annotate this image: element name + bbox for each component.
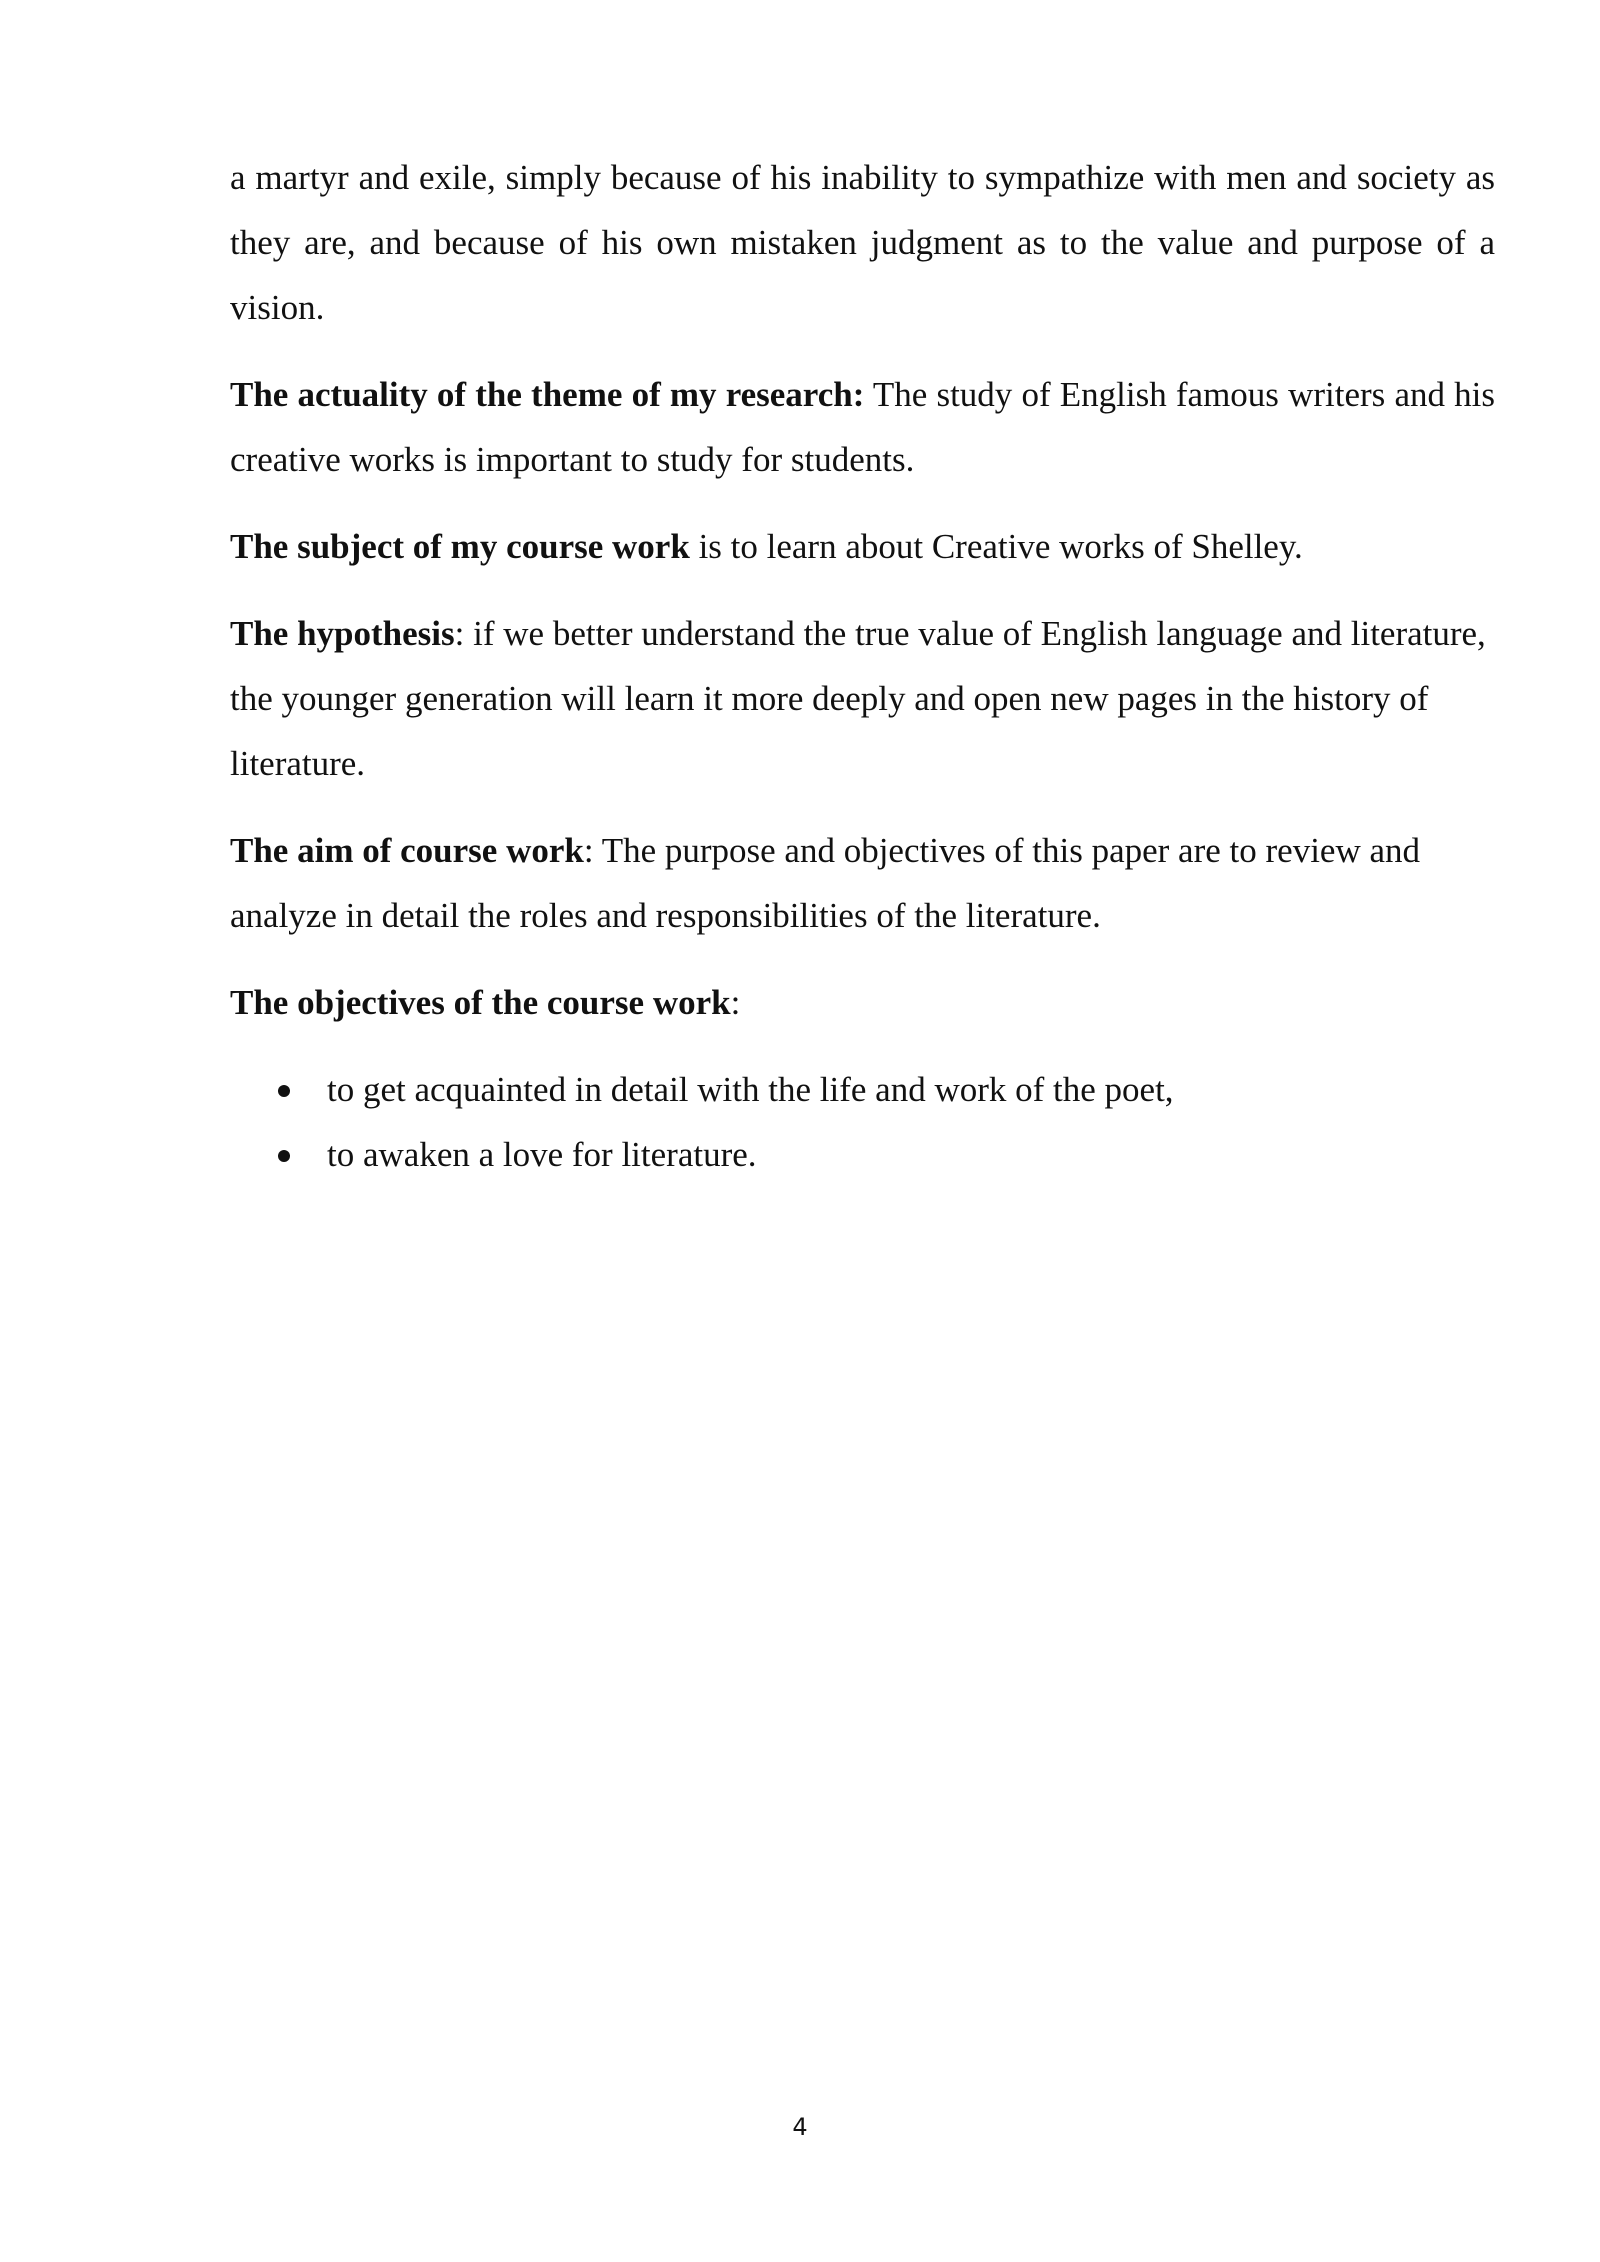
- intro-paragraph: [230, 145, 1495, 340]
- hypothesis-text: : if we better understand the true value of English language and literature, the younger generation will learn it more deeply and open new pages in the history of literature.: [230, 614, 1486, 783]
- subject-text: is to learn about Creative works of Shelley.: [689, 527, 1303, 566]
- objectives-list: [230, 1057, 1495, 1187]
- subject-heading: The subject of my course work: [230, 527, 690, 566]
- objectives-paragraph: [230, 970, 1495, 1035]
- aim-text: : The purpose and objectives of this paper are to review and analyze in detail the roles and responsibilities of the literature.: [230, 831, 1421, 935]
- page-number: 4: [792, 2113, 808, 2141]
- objective-text: to awaken a love for literature.: [327, 1135, 757, 1174]
- list-item: [230, 1057, 1495, 1122]
- objective-text: to get acquainted in detail with the life and work of the poet,: [327, 1070, 1174, 1109]
- hypothesis-paragraph: [230, 601, 1495, 796]
- actuality-paragraph: [230, 362, 1495, 492]
- hypothesis-heading: The hypothesis: [230, 614, 455, 653]
- aim-heading: The aim of course work: [230, 831, 584, 870]
- actuality-text: The study of English famous writers and his creative works is important to study for students.: [230, 375, 1495, 479]
- subject-paragraph: [230, 514, 1495, 579]
- objectives-heading: The objectives of the course work: [230, 983, 731, 1022]
- bullet-icon: [278, 1085, 290, 1097]
- aim-paragraph: [230, 818, 1495, 948]
- intro-text: a martyr and exile, simply because of his inability to sympathize with men and society as they are, and because of his own mistaken judgment as to the value and purpose of a vision.: [230, 158, 1495, 327]
- objectives-colon: :: [730, 983, 741, 1022]
- page-body: [230, 145, 1495, 1187]
- actuality-heading: The actuality of the theme of my research:: [230, 375, 865, 414]
- list-item: [230, 1122, 1495, 1187]
- bullet-icon: [278, 1150, 290, 1162]
